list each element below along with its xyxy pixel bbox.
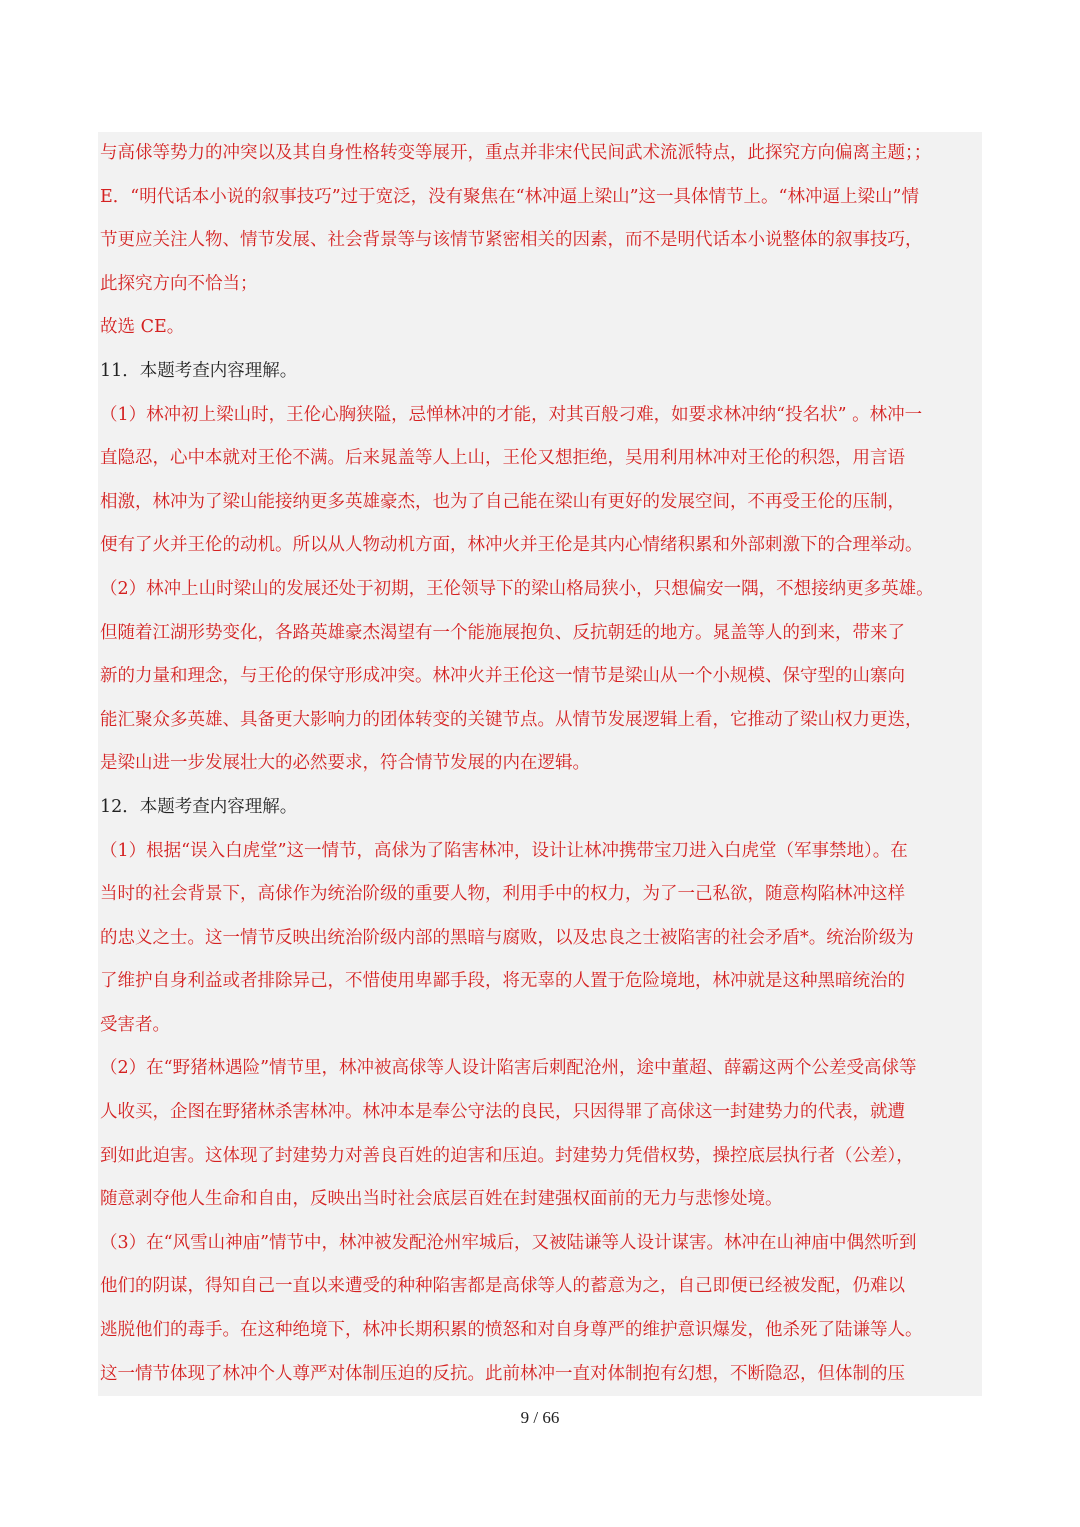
text-line: 他们的阴谋，得知自己一直以来遭受的种种陷害都是高俅等人的蓄意为之，自己即便已经被发配，仍难以: [100, 1276, 905, 1297]
text-line: 与高俅等势力的冲突以及其自身性格转变等展开，重点并非宋代民间武术流派特点，此探究方向偏离主题；；: [100, 143, 932, 163]
question-heading-11: 11．本题考查内容理解。: [100, 360, 298, 381]
text-line: 新的力量和理念，与王伦的保守形成冲突。林冲火并王伦这一情节是梁山从一个小规模、保守型的山寨向: [100, 666, 905, 687]
text-line: 能汇聚众多英雄、具备更大影响力的团体转变的关键节点。从情节发展逻辑上看，它推动了梁山权力更迭，: [100, 709, 923, 730]
text-line: 随意剥夺他人生命和自由，反映出当时社会底层百姓在封建强权面前的无力与悲惨处境。: [100, 1189, 783, 1210]
text-line: 的忠义之士。这一情节反映出统治阶级内部的黑暗与腐败，以及忠良之士被陷害的社会矛盾*。统治阶级为: [100, 927, 914, 948]
question-heading-12: 12．本题考查内容理解。: [100, 796, 298, 817]
text-line: 便有了火并王伦的动机。所以从人物动机方面，林冲火并王伦是其内心情绪积累和外部刺激下的合理举动。: [100, 535, 923, 556]
text-line: 当时的社会背景下，高俅作为统治阶级的重要人物，利用手中的权力，为了一己私欲，随意构陷林冲这样: [100, 884, 905, 905]
text-line: 到如此迫害。这体现了封建势力对善良百姓的迫害和压迫。封建势力凭借权势，操控底层执行者（公差），: [100, 1145, 914, 1166]
text-line: 直隐忍，心中本就对王伦不满。后来晁盖等人上山，王伦又想拒绝，吴用利用林冲对王伦的积怨，用言语: [100, 448, 905, 469]
text-line: 故选 CE。: [100, 317, 185, 338]
text-line: （1）根据“误入白虎堂”这一情节，高俅为了陷害林冲，设计让林冲携带宝刀进入白虎堂（军事禁地）。在: [100, 840, 908, 861]
text-line: 人收买，企图在野猪林杀害林冲。林冲本是奉公守法的良民，只因得罪了高俅这一封建势力的代表，就遭: [100, 1102, 905, 1123]
text-line: E．“明代话本小说的叙事技巧”过于宽泛，没有聚焦在“林冲逼上梁山”这一具体情节上。“林冲逼上梁山”情: [100, 186, 919, 207]
text-line: （2）林冲上山时梁山的发展还处于初期，王伦领导下的梁山格局狭小，只想偏安一隅，不想接纳更多英雄。: [100, 578, 934, 599]
text-line: 了维护自身利益或者排除异己，不惜使用卑鄙手段，将无辜的人置于危险境地，林冲就是这种黑暗统治的: [100, 971, 905, 992]
text-line: 是梁山进一步发展壮大的必然要求，符合情节发展的内在逻辑。: [100, 753, 590, 774]
text-line: （2）在“野猪林遇险”情节里，林冲被高俅等人设计陷害后刺配沧州，途中董超、薛霸这两个公差受高俅等: [100, 1058, 917, 1079]
page-number: 9 / 66: [520, 1408, 560, 1427]
text-line: 相激，林冲为了梁山能接纳更多英雄豪杰，也为了自己能在梁山有更好的发展空间，不再受王伦的压制，: [100, 491, 905, 512]
text-line: 此探究方向不恰当；: [100, 273, 258, 294]
text-line: 受害者。: [100, 1014, 170, 1035]
text-line: 这一情节体现了林冲个人尊严对体制压迫的反抗。此前林冲一直对体制抱有幻想，不断隐忍，但体制的压: [100, 1363, 905, 1384]
text-line: （1）林冲初上梁山时，王伦心胸狭隘，忌惮林冲的才能，对其百般刁难，如要求林冲纳“投名状” 。林冲一: [100, 404, 923, 425]
text-line: （3）在“风雪山神庙”情节中，林冲被发配沧州牢城后，又被陆谦等人设计谋害。林冲在山神庙中偶然听到: [100, 1232, 917, 1253]
answer-section: [98, 132, 982, 1396]
text-line: 节更应关注人物、情节发展、社会背景等与该情节紧密相关的因素，而不是明代话本小说整体的叙事技巧，: [100, 230, 923, 251]
text-line: 但随着江湖形势变化，各路英雄豪杰渴望有一个能施展抱负、反抗朝廷的地方。晁盖等人的到来，带来了: [100, 622, 905, 643]
text-line: 逃脱他们的毒手。在这种绝境下，林冲长期积累的愤怒和对自身尊严的维护意识爆发，他杀死了陆谦等人。: [100, 1320, 923, 1341]
